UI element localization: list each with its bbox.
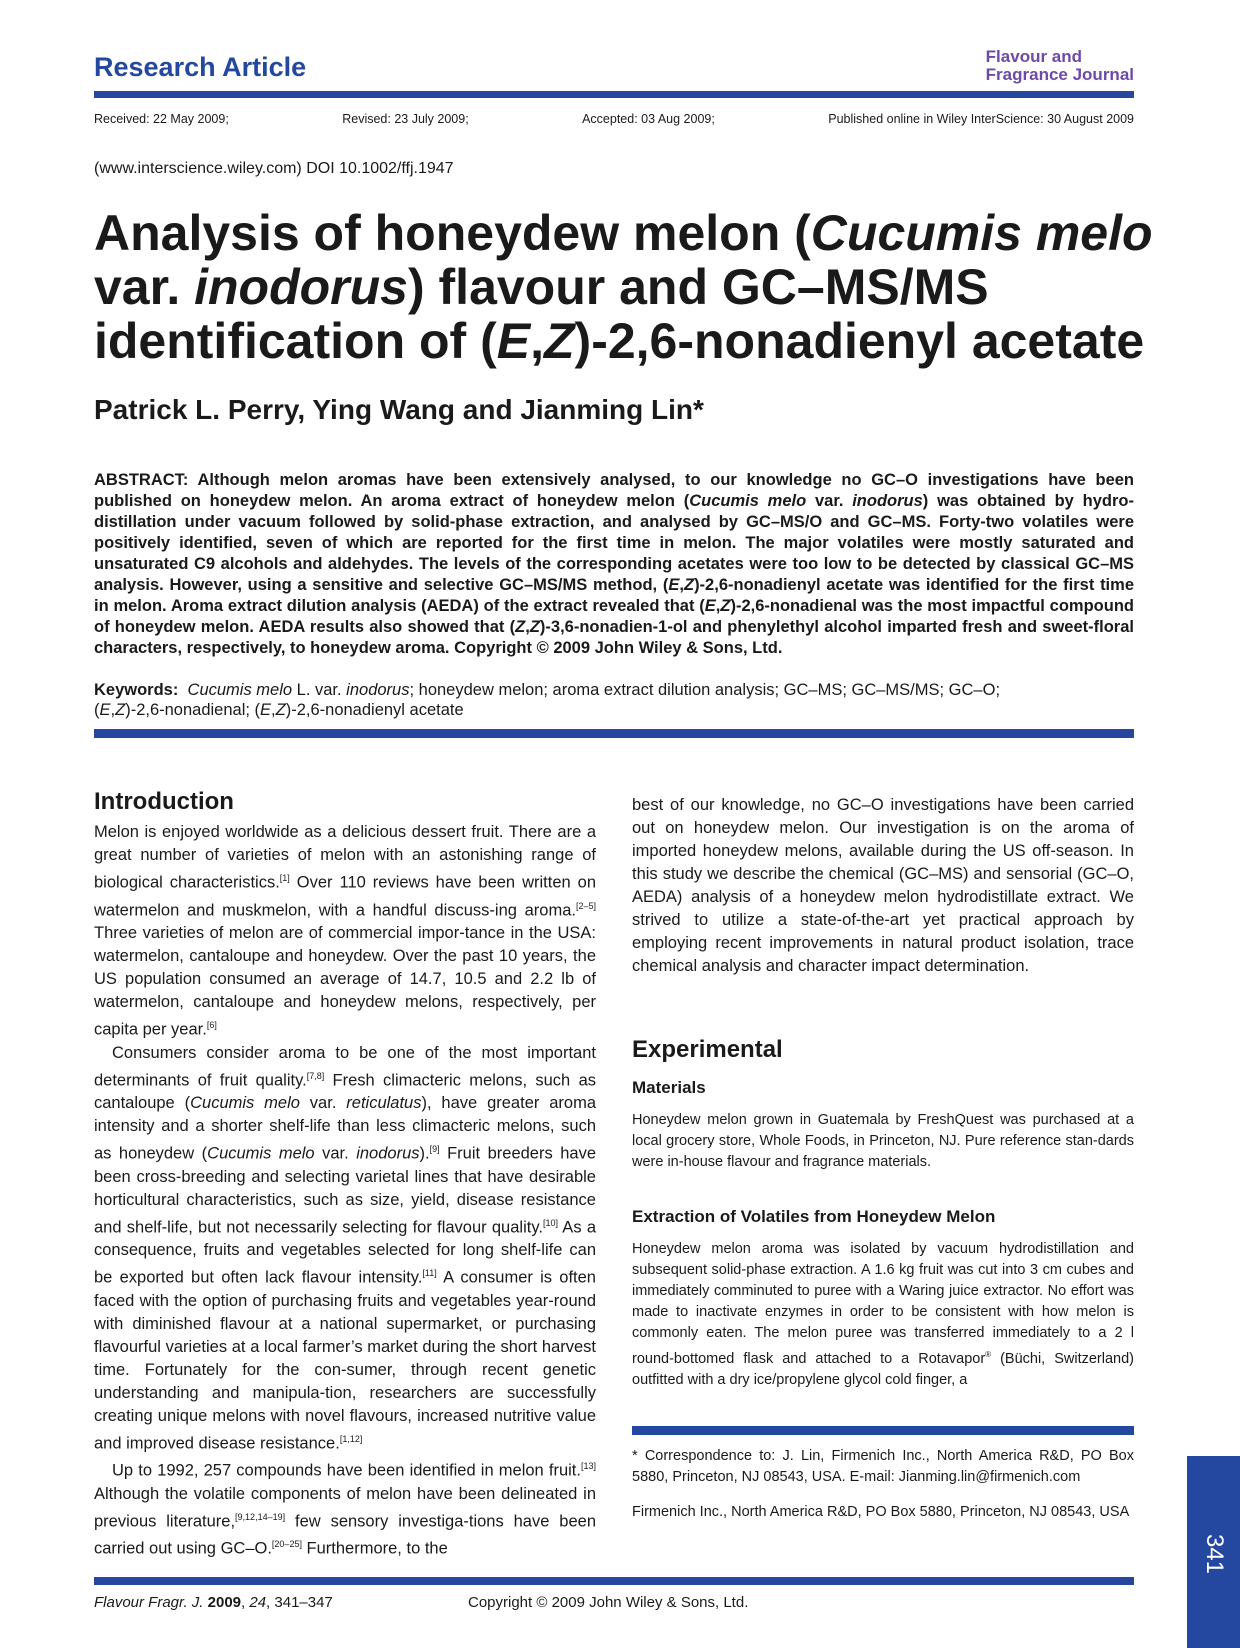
keywords-label: Keywords:	[94, 681, 179, 699]
materials-text: Honeydew melon grown in Guatemala by FreshQuest was purchased at a local grocery store, Whole Foods, in Princeton, NJ. Pure reference stan-dards were in-house flavour and fragrance materials.	[632, 1112, 1134, 1170]
abstract-rule	[94, 729, 1134, 738]
intro-paragraph-2: Consumers consider aroma to be one of the most important determinants of fruit quality.[7,8] Fresh climacteric melons, such as cantaloupe (Cucumis melo var. reticulatus), have greater aroma intensity and a shorter shelf-life than less climacteric melons, such as honeydew (Cucumis melo var. inodorus).[9] Fruit breeders have been cross-breeding and selecting varietal lines that have desirable horticultural characteristics, such as size, yield, disease resistance and shelf-life, but not necessarily selecting for flavour quality.[10] As a consequence, fruits and vegetables selected for long shelf-life can be exported but often lack flavour intensity.[11] A consumer is often faced with the option of purchasing fruits and vegetables year-round with diminished flavour at a national supermarket, or purchasing flavourful varieties at a local farmer’s market during the short harvest time. Fortunately for the con-sumer, through recent genetic understanding and manipula-tion, researchers are successfully creating unique melons with novel flavours, increased nutritive value and improved disease resistance.[1,12]	[94, 1043, 597, 1452]
right-column-intro	[632, 794, 1134, 978]
extraction-heading: Extraction of Volatiles from Honeydew Melon	[632, 1207, 996, 1226]
author-list: Patrick L. Perry, Ying Wang and Jianming Lin*	[94, 394, 704, 425]
doi-line[interactable]: (www.interscience.wiley.com) DOI 10.1002/ffj.1947	[94, 160, 454, 177]
introduction-heading: Introduction	[94, 788, 234, 815]
title-line-1: Analysis of honeydew melon (Cucumis melo	[94, 205, 1153, 261]
journal-logo	[986, 48, 1134, 84]
journal-logo-line1: Flavour and	[985, 47, 1083, 66]
copyright-line: Copyright © 2009 John Wiley & Sons, Ltd.	[468, 1594, 749, 1611]
history-dates	[94, 112, 1134, 126]
intro-paragraph-1: Melon is enjoyed worldwide as a delicious dessert fruit. There are a great number of varieties of melon with an astonishing range of biological characteristics.[1] Over 110 reviews have been written on watermelon and muskmelon, with a handful discuss-ing aroma.[2–5] Three varieties of melon are of commercial impor-tance in the USA: watermelon, cantaloupe and honeydew. Over the past 10 years, the US population consumed an average of 14.7, 10.5 and 2.2 lb of watermelon, cantaloupe and honeydew melons, respectively, per capita per year.[6]	[94, 823, 596, 1039]
header-rule	[94, 91, 1134, 98]
intro-continued-paragraph: best of our knowledge, no GC–O investigations have been carried out on honeydew melon. Our investigation is on the aroma of imported honeydew melons, available during the US off-season. In this study we describe the chemical (GC–MS) and sensorial (GC–O, AEDA) analysis of a honeydew melon hydrodistillate extract. We strived to utilize a state-of-the-art yet practical approach by employing recent improvements in natural product isolation, trace chemical analysis and character impact determination.	[632, 796, 1134, 975]
keywords: Keywords: Cucumis melo L. var. inodorus; honeydew melon; aroma extract dilution analysis; GC–MS; GC–MS/MS; GC–O; (E,Z)-2,6-nonadienal; (E,Z)-2,6-nonadienyl acetate	[94, 681, 1001, 719]
materials-heading: Materials	[632, 1078, 706, 1097]
revised-date: Revised: 23 July 2009;	[342, 112, 469, 126]
title-line-3: identification of (E,Z)-2,6-nonadienyl acetate	[94, 313, 1145, 369]
citation-line: Flavour Fragr. J. 2009, 24, 341–347	[94, 1594, 333, 1611]
abstract-label: ABSTRACT:	[94, 471, 189, 489]
article-type-label: Research Article	[94, 52, 307, 82]
affiliation-note: Firmenich Inc., North America R&D, PO Box 5880, Princeton, NJ 08543, USA	[632, 1504, 1130, 1520]
experimental-heading: Experimental	[632, 1036, 783, 1063]
title-line-2: var. inodorus) flavour and GC–MS/MS	[94, 259, 989, 315]
journal-logo-line2: Fragrance Journal	[985, 65, 1134, 84]
published-date: Published online in Wiley InterScience: 30 August 2009	[828, 112, 1134, 126]
footer-rule	[94, 1577, 1134, 1585]
article-title	[94, 206, 1154, 368]
page-number: 341	[1201, 1533, 1228, 1575]
extraction-text: Honeydew melon aroma was isolated by vacuum hydrodistillation and subsequent solid-phase extraction. A 1.6 kg fruit was cut into 3 cm cubes and immediately comminuted to puree with a Waring juice extractor. No effort was made to inactivate enzymes in order to be consistent with how melon is commonly eaten. The melon puree was transferred immediately to a 2 l round-bottomed flask and attached to a Rotavapor® (Büchi, Switzerland) outfitted with a dry ice/propylene glycol cold finger, a	[632, 1241, 1134, 1388]
correspondence-rule	[632, 1426, 1134, 1435]
abstract: ABSTRACT: Although melon aromas have been extensively analysed, to our knowledge no GC–O investigations have been published on honeydew melon. An aroma extract of honeydew melon (Cucumis melo var. inodorus) was obtained by hydro-distillation under vacuum followed by solid-phase extraction, and analysed by GC–MS/O and GC–MS. Forty-two volatiles were positively identified, seven of which are reported for the first time in melon. The major volatiles were mostly saturated and unsaturated C9 alcohols and aldehydes. The levels of the corresponding acetates were too low to be detected by classical GC–MS analysis. However, using a sensitive and selective GC–MS/MS method, (E,Z)-2,6-nonadienyl acetate was identified for the first time in melon. Aroma extract dilution analysis (AEDA) of the extract revealed that (E,Z)-2,6-nonadienal was the most impactful compound of honeydew melon. AEDA results also showed that (Z,Z)-3,6-nonadien-1-ol and phenylethyl alcohol imparted fresh and sweet-floral characters, respectively, to honeydew aroma. Copyright © 2009 John Wiley & Sons, Ltd.	[94, 471, 1134, 657]
intro-paragraph-3: Up to 1992, 257 compounds have been identified in melon fruit.[13] Although the volatile components of melon have been delineated in previous literature,[9,12,14–19] few sensory investiga-tions have been carried out using GC–O.[20–25] Furthermore, to the	[94, 1461, 596, 1558]
accepted-date: Accepted: 03 Aug 2009;	[582, 112, 715, 126]
received-date: Received: 22 May 2009;	[94, 112, 229, 126]
left-column	[94, 790, 596, 1561]
correspondence-note: * Correspondence to: J. Lin, Firmenich Inc., North America R&D, PO Box 5880, Princeton, NJ 08543, USA. E-mail: Jianming.lin@firmenich.com	[632, 1448, 1134, 1485]
